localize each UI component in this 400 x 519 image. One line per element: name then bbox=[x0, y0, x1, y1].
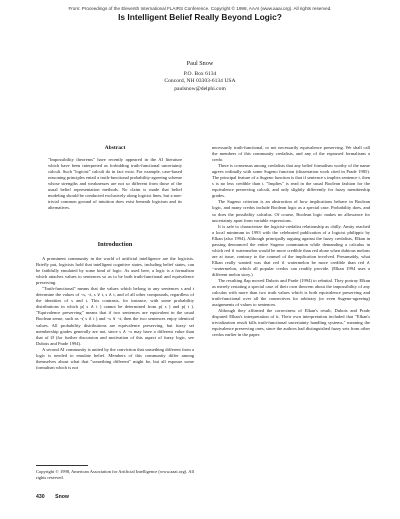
author-email: paulsnow@delphi.com bbox=[174, 85, 226, 92]
running-head: Snow bbox=[55, 494, 69, 500]
footnote-rule bbox=[36, 465, 88, 466]
intro-paragraph: A prominent community in the world of artificial intelligence are the logicists. Briefly put, logicists hold that intelligent cognitive states, including belief states, can be faithfully emulated by some kind of logic. As used here, a logic is a formalism which attaches values to sentences so as to be both truth-functional and equivalence preserving. bbox=[36, 256, 194, 286]
page-number: 430 bbox=[36, 494, 45, 500]
right-column-body bbox=[212, 145, 370, 339]
source-line: From: Proceedings of the Eleventh International FLAIRS Conference. Copyright © 1998, AAAI (www.aaai.org). All rights reserved. bbox=[68, 6, 332, 11]
body-paragraph: Although they affirmed the correctness of Elkan's result, Dubois and Prade disputed Elkan's interpretation of it. Their own interpretation included that "Elkan's trivialization result kills truth-functional uncertainty handling systems," meaning the equivalence preserving ones, since the authors had distinguished fuzzy sets from other credos earlier in the paper. bbox=[212, 308, 370, 338]
body-paragraph: The resulting flap moved Dubois and Prade (1994) to rebuttal. They portray Elkan as merely restating a special case of their own theorem about the impossibility of any calculus with more than two truth values which is both equivalence preserving and truth-functional over all the connectives for arbitrary (or even Sugeno-agreeing) assignments of values to sentences. bbox=[212, 278, 370, 308]
abstract-text: "Impossibility theorems" have recently appeared in the AI literature which have been interpreted as forbidding truth-functional uncertainty calculi. Such "logicist" calculi do in fact exist. For example, case-based reasoning principles entail a truth-functional probability-agreeing scheme whose strengths and weaknesses are not so different from those of the usual belief representation methods. No claim is made that belief modeling should be conducted exclusively along logicist lines, but a non-trivial common ground of intuition does exist beneath logicism and its alternatives. bbox=[48, 157, 182, 211]
paper-title: Is Intelligent Belief Really Beyond Logic? bbox=[118, 12, 282, 22]
introduction-heading: Introduction bbox=[97, 241, 133, 248]
intro-paragraph: "Truth-functional" means that the values which belong to any sentences s and t determine the values of ¬s, ¬t, s ∨ t, s ∧ t, and of all other compounds, regardless of the identities of s and t. This contrasts, for instance, with some probability distributions in which p( s ∧ t ) cannot be determined from p( s ) and p( t ). "Equivalence preserving" means that if two sentences are equivalent in the usual Boolean sense, such as ¬( s ∧ t ) and ¬s ∨ ¬t, then the two sentences enjoy identical values. All probability distributions are equivalence preserving, but fuzzy set membership grades generally are not, since s ∧ ¬s may have a different value than that of Ø (for further discussion and motivation of this aspect of fuzzy logic, see Dubois and Prade 1994). bbox=[36, 286, 194, 346]
intro-paragraph: A second AI community is united by the conviction that something different from a logic is needed to emulate belief. Members of this community differ among themselves about what that "something different" might be, but all espouse some formalism which is not bbox=[36, 346, 194, 370]
page-footer bbox=[36, 494, 78, 500]
introduction-body bbox=[36, 256, 194, 371]
author-address-line-2: Concord, NH 03303-6134 USA bbox=[164, 78, 236, 85]
author-address-line-1: P.O. Box 6134 bbox=[183, 70, 217, 77]
author-block bbox=[0, 60, 400, 93]
body-paragraph: It is safe to characterize the logicist-credalist relationship as chilly. Amity reached a local minimum in 1993 with the celebrated publication of a logicist philippic by Elkan (also 1994). Although principally arguing against the fuzzy credalists, Elkan in passing denounced the entire Sugeno communion while demanding a calculus in which red ∧ watermelon would be more credible than red alone when dubious melons are at issue, contrary to the counsel of the implication involved. Presumably, what Elkan really wanted was that red ∧ watermelon be more credible than red ∧ ¬watermelon, which all popular credos can readily provide. (Elkan 1994 uses a different melon story.) bbox=[212, 223, 370, 277]
body-paragraph: necessarily truth-functional, or not necessarily equivalence preserving. We shall call the members of this community credalists, and any of the espoused formalisms a credo. bbox=[212, 145, 370, 163]
body-paragraph: The Sugeno criterion is an abstraction of how implications behave in Boolean logic, and many credos include Boolean logic as a special case. Probability does, and so does the possibility calculus. Of course, Boolean logic makes no allowance for uncertainty apart from variable expressions. bbox=[212, 199, 370, 223]
author-name: Paul Snow bbox=[186, 60, 214, 67]
abstract-heading: Abstract bbox=[104, 145, 126, 151]
body-paragraph: There is consensus among credalists that any belief formalism worthy of the name agrees ordinally with some Sugeno function (dissertation work cited in Prade 1985). The principal feature of a Sugeno function is that if sentence s implies sentence t, then s is no less credible than t. "Implies" is read in the usual Boolean fashion for the equivalence preserving calculi, and only slightly differently for fuzzy membership grades. bbox=[212, 163, 370, 199]
copyright-notice: Copyright © 1998, American Association for Artificial Intelligence (www.aaai.org). All rights reserved. bbox=[36, 469, 194, 480]
